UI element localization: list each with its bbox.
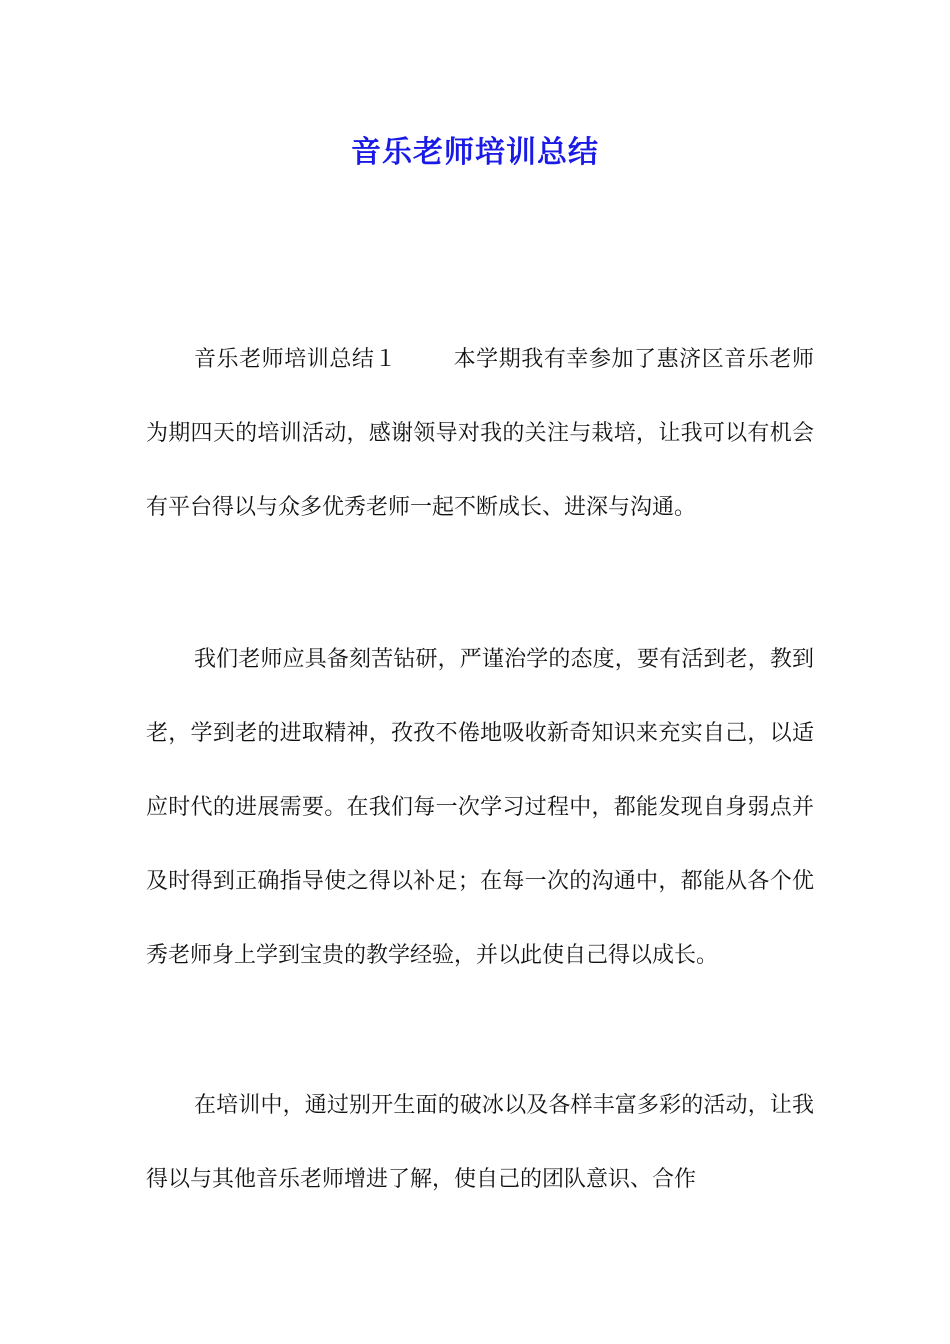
paragraph-heading: 音乐老师培训总结１ xyxy=(194,347,398,372)
paragraph-text: 本学期我有幸参加了惠济区音乐老师为期四天的培训活动，感谢领导对我的关注与栽培，让我可以有机会有平台得以与众多优秀老师一起不断成长、进深与沟通。 xyxy=(146,347,814,520)
document-title: 音乐老师培训总结 xyxy=(351,135,599,170)
paragraph-3 xyxy=(146,1069,814,1217)
paragraph-1 xyxy=(146,323,814,545)
paragraph-2 xyxy=(146,623,814,993)
paragraph-text: 我们老师应具备刻苦钻研，严谨治学的态度，要有活到老，教到老，学到老的进取精神，孜孜不倦地吸收新奇知识来充实自己，以适应时代的进展需要。在我们每一次学习过程中，都能发现自身弱点并及时得到正确指导使之得以补足；在每一次的沟通中，都能从各个优秀老师身上学到宝贵的教学经验，并以此使自己得以成长。 xyxy=(146,647,814,968)
paragraph-text: 在培训中，通过别开生面的破冰以及各样丰富多彩的活动，让我得以与其他音乐老师增进了解，使自己的团队意识、合作 xyxy=(146,1093,814,1192)
